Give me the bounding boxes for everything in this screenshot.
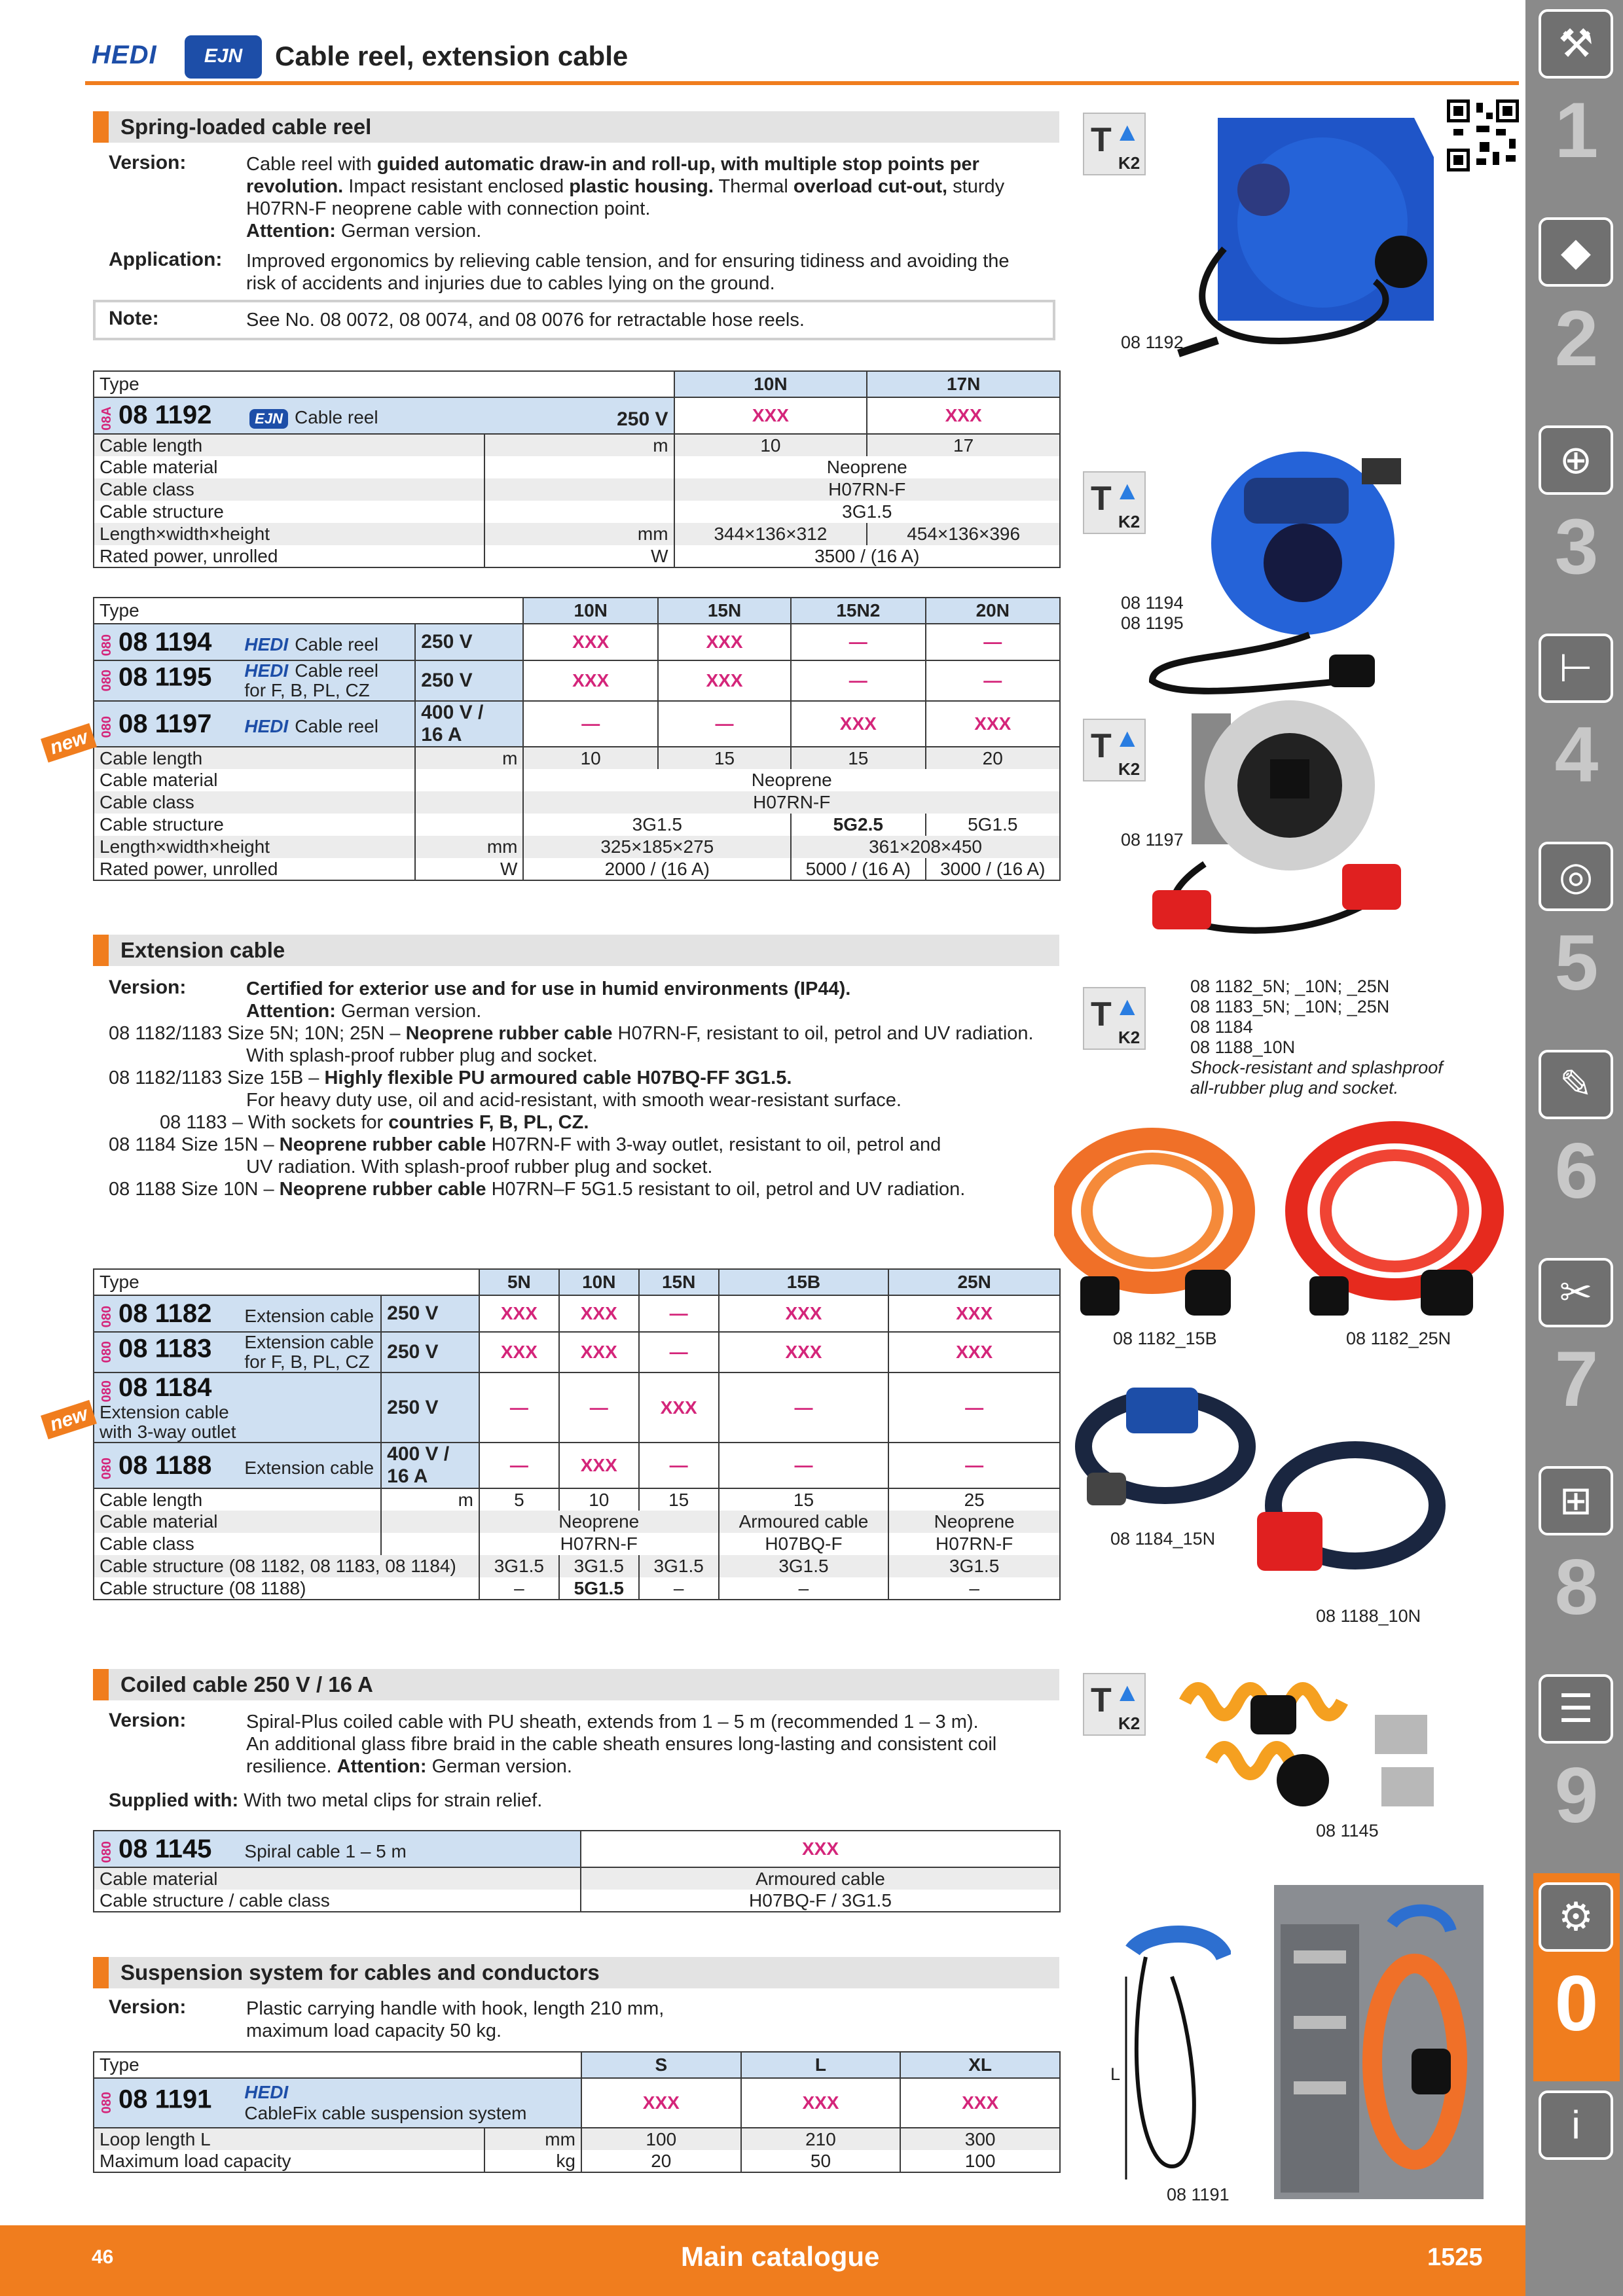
caption-081191: 08 1191 [1167,2185,1230,2204]
cutting-insert-icon: ◆ [1539,217,1613,287]
page-footer [0,2225,1525,2296]
caption-081145: 08 1145 [1316,1821,1379,1840]
version-label: Version: [109,1710,187,1731]
page-number: 46 [92,2246,114,2268]
coiled-cable-081145-image[interactable] [1172,1662,1447,1820]
ejn-logo: EJN [185,35,262,79]
page-header [85,33,1519,85]
tab-chapter-8[interactable]: ⊞ 8 [1533,1457,1620,1665]
new-badge: new [41,723,97,762]
caption-081184-15n: 08 1184_15N [1110,1529,1216,1549]
saw-blade-icon: ◎ [1539,842,1613,911]
table-cable-reel-hedi: Type 10N 15N 15N2 20N 080 08 1194 HEDI Cable reel 250 V XXX XXX — — 080 08 1195 HEDI Cable reel for F, B, PL, CZ 250 V XXX XXX — — 080 08 1197 HEDI Cable reel 400 V / 16 A — — XXX XXX Cable length m 10 15 15 20 Cable material Neoprene Cable class H07RN-F Cable structure 3G1.5 5G2.5 5G1.5 Length×width×height mm 325×185×275 361×208×450 Rated power, unrolled W 2000 / (16 A) 5000 / (16 A) 3000 / (16 A) [93,597,1061,881]
product-row-081192[interactable]: 08A 08 1192 EJN Cable reel 250 V [94,397,674,434]
hedi-logo: HEDI [92,41,157,69]
type-header: Type [94,1269,479,1295]
version-label: Version: [109,977,187,998]
note-label: Note: [109,308,159,329]
product-row-081188[interactable]: 080 08 1188 Extension cable [94,1443,381,1488]
pliers-icon: ✂ [1539,1258,1613,1327]
type-header: Type [94,371,674,397]
wrench-icon: ✎ [1539,1050,1613,1119]
col-header: 10N [674,371,867,397]
new-badge: new [41,1400,97,1439]
tab-chapter-3[interactable]: ⊕ 3 [1533,416,1620,624]
cable-reel-081194-image[interactable] [1139,439,1440,700]
section-title-suspension: Suspension system for cables and conductors [93,1957,1059,1988]
tab-chapter-2[interactable]: ◆ 2 [1533,208,1620,416]
version-label: Version: [109,1996,187,2018]
k2-icon: T ▲ K2 [1083,719,1146,781]
version-label: Version: [109,152,187,173]
power-tool-icon: ⚙ [1539,1882,1613,1952]
extension-cable-081182-25n-image[interactable] [1283,1119,1506,1329]
product-row-081184[interactable]: 080 08 1184Extension cable with 3-way outlet [94,1372,381,1443]
extension-cable-variants: 08 1182/1183 Size 5N; 10N; 25N – Neoprene rubber cable H07RN-F, resistant to oil, petrol and UV radiation. With splash-proof rubber plug and socket. 08 1182/1183 Size 15B – Highly flexible PU armoured cable H07BQ-FF 3G1.5. For heavy duty use, oil and acid-resistant, with smooth wear-resistant surface. 08 1183 – With sockets for countries F, B, PL, CZ. 08 1184 Size 15N – Neoprene rubber cable H07RN-F with 3-way outlet, resistant to oil, petrol and UV radiation. With splash-proof rubber plug and socket. 08 1188 Size 10N – Neoprene rubber cable H07RN–F 5G1.5 resistant to oil, petrol and UV radiation. [109,1023,1034,1200]
tab-chapter-1[interactable]: ⚒ 1 [1533,0,1620,208]
caliper-icon: ⊢ [1539,634,1613,703]
version-text: Spiral-Plus coiled cable with PU sheath, extends from 1 – 5 m (recommended 1 – 3 m). An additional glass fibre braid in the cable sheath ensures long-lasting and consistent coil resilience. Attention: German version. [246,1712,997,1777]
tab-chapter-5[interactable]: ◎ 5 [1533,833,1620,1041]
measuring-tools-icon: ⊞ [1539,1466,1613,1535]
section-title-cable-reel: Spring-loaded cable reel [93,111,1059,143]
tab-chapter-9[interactable]: ☰ 9 [1533,1665,1620,1873]
table-extension-cable: Type 5N 10N 15N 15B 25N 080 08 1182 Extension cable 250 V XXX XXX — XXX XXX 080 08 1183 Extension cable for F, B, PL, CZ 250 V XXX XXX — XXX XXX 080 08 1184Extension cable with 3-way outlet 250 V — — XXX — — 080 08 1188 Extension cable 400 V / 16 A — XXX — — — Cable length m 5 10 15 15 25 Cable material Neoprene Armoured cable Neoprene Cable class H07RN-F H07BQ-F H07RN-F Cable structure (08 1182, 08 1183, 08 1184) 3G1.5 3G1.5 3G1.5 3G1.5 3G1.5 Cable structure (08 1188) – 5G1.5 – – – [93,1268,1061,1600]
tool-holder-icon: ⊕ [1539,425,1613,495]
dimension-L: L [1110,2064,1121,2084]
caption-extension-cable-list: 08 1182_5N; _10N; _25N 08 1183_5N; _10N; _25N 08 1184 08 1188_10N Shock-resistant and splashproof all-rubber plug and socket. [1190,977,1443,1098]
extension-cable-081184-image[interactable] [1074,1374,1257,1525]
caption-081192: 08 1192 [1121,332,1184,352]
tab-chapter-6[interactable]: ✎ 6 [1533,1041,1620,1249]
application-label: Application: [109,249,223,270]
product-row-081197[interactable]: 080 08 1197 HEDI Cable reel [94,701,415,747]
product-row-081183[interactable]: 080 08 1183 Extension cable for F, B, PL, CZ [94,1332,381,1372]
cablefix-handle-image[interactable] [1100,1918,1231,2193]
caption-081188-10n: 08 1188_10N [1316,1606,1421,1626]
section-title-coiled-cable: Coiled cable 250 V / 16 A [93,1669,1059,1700]
supplied-with: Supplied with: With two metal clips for strain relief. [109,1790,543,1811]
cable-reel-081192-image[interactable] [1165,105,1453,367]
version-text: Plastic carrying handle with hook, length 210 mm, maximum load capacity 50 kg. [246,1998,665,2041]
tab-chapter-0[interactable]: ⚙ 0 [1533,1873,1620,2081]
k2-icon: T ▲ K2 [1083,1673,1146,1736]
order-cell[interactable]: XXX [674,397,867,434]
product-row-081182[interactable]: 080 08 1182 Extension cable [94,1295,381,1332]
product-row-081195[interactable]: 080 08 1195 HEDI Cable reel for F, B, PL, CZ [94,660,415,701]
caption-081182-15b: 08 1182_15B [1113,1329,1217,1348]
note-text: See No. 08 0072, 08 0074, and 08 0076 for retractable hose reels. [246,310,805,331]
k2-icon: T ▲ K2 [1083,471,1146,534]
version-text: Certified for exterior use and for use in humid environments (IP44). Attention: German version. [246,978,851,1022]
caption-081194-081195: 08 1194 08 1195 [1121,593,1184,633]
tab-chapter-7[interactable]: ✂ 7 [1533,1249,1620,1457]
k2-icon: T ▲ K2 [1083,987,1146,1050]
page-title: Cable reel, extension cable [275,41,629,71]
qr-code-icon[interactable] [1447,99,1519,171]
extension-cable-081182-15b-image[interactable] [1054,1126,1270,1329]
tab-chapter-4[interactable]: ⊢ 4 [1533,624,1620,833]
table-cable-reel-081192: Type 10N 17N 08A 08 1192 EJN Cable reel 250 V XXX XXX Cable length m 10 17 Cable material Neoprene Cable class H07RN-F Cable structure 3G1.5 Length×width×height mm 344×136×312 454×136×396 Rated power, unrolled W 3500 / (16 A) [93,370,1061,568]
footer-title: Main catalogue [681,2241,880,2272]
caption-081197: 08 1197 [1121,830,1184,850]
section-title-extension-cable: Extension cable [93,935,1059,966]
table-coiled-cable: 080 08 1145 Spiral cable 1 – 5 m XXX Cable material Armoured cable Cable structure / cable class H07BQ-F / 3G1.5 [93,1830,1061,1912]
info-icon: i [1539,2090,1613,2160]
order-cell[interactable]: XXX [867,397,1060,434]
product-row-081194[interactable]: 080 08 1194 HEDI Cable reel [94,624,415,660]
tab-info[interactable] [1533,2081,1620,2225]
cablefix-in-use-image[interactable] [1274,1885,1484,2199]
application-text: Improved ergonomics by relieving cable tension, and for ensuring tidiness and avoiding the risk of accidents and injuries due to cables lying on the ground. [246,251,1010,294]
cable-reel-081197-image[interactable] [1126,694,1427,956]
caption-081182-25n: 08 1182_25N [1346,1329,1451,1348]
tool-cabinet-icon: ☰ [1539,1674,1613,1744]
table-suspension: Type S L XL 080 08 1191 HEDI CableFix cable suspension system XXX XXX XXX Loop length L mm 100 210 300 Maximum load capacity kg 20 50 100 [93,2051,1061,2173]
extension-cable-081188-image[interactable] [1244,1433,1447,1604]
catalogue-number: 1525 [1427,2244,1483,2271]
product-row-081191[interactable]: 080 08 1191 HEDI CableFix cable suspension system [94,2078,581,2128]
type-header: Type [94,2052,581,2078]
version-text: Cable reel with guided automatic draw-in and roll-up, with multiple stop points per revolution. Impact resistant enclosed plastic housing. Thermal overload cut-out, sturdy H07RN-F neoprene cable with connection point. Attention: German version. [246,154,1005,242]
product-row-081145[interactable]: 080 08 1145 Spiral cable 1 – 5 m [94,1831,581,1867]
col-header: 17N [867,371,1060,397]
k2-icon: T ▲ K2 [1083,113,1146,175]
drill-bit-icon: ⚒ [1539,9,1613,79]
type-header: Type [94,598,523,624]
